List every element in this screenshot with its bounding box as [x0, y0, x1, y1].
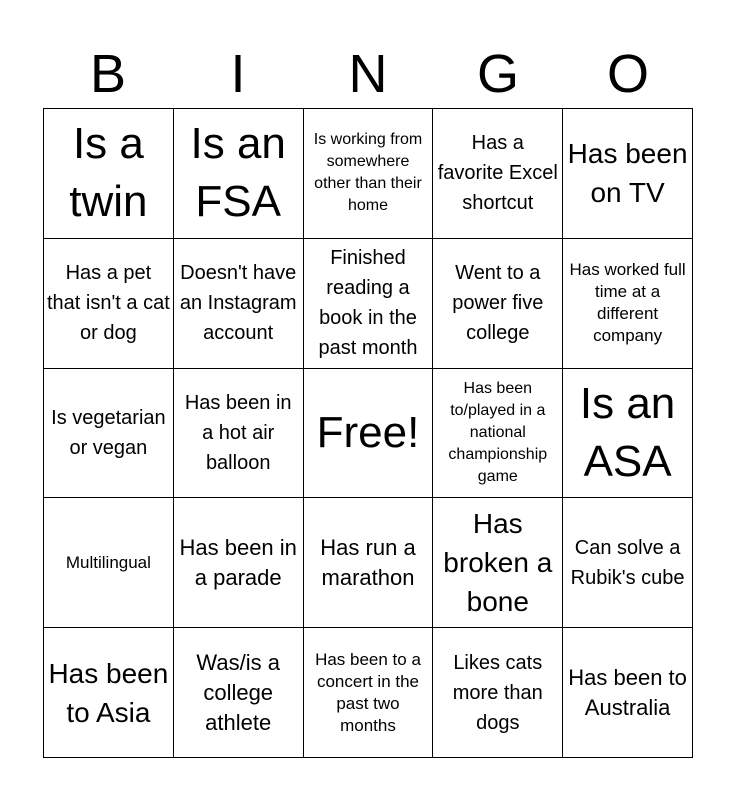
bingo-cell: Has a pet that isn't a cat or dog — [44, 238, 174, 368]
header-letter-o: O — [606, 44, 649, 104]
bingo-cell: Went to a power five college — [433, 238, 563, 368]
bingo-cell: Is a twin — [44, 109, 174, 239]
header-letter-g: G — [476, 44, 519, 104]
header-letter-i: I — [230, 44, 246, 104]
header-letter-b: B — [89, 44, 127, 104]
bingo-cell: Is an FSA — [173, 109, 303, 239]
bingo-cell: Is working from somewhere other than their home — [303, 109, 433, 239]
bingo-cell: Is an ASA — [563, 368, 693, 498]
bingo-grid — [43, 108, 693, 758]
bingo-cell: Has broken a bone — [433, 498, 563, 628]
grid-row — [44, 368, 693, 498]
bingo-cell: Has been in a parade — [173, 498, 303, 628]
grid-row — [44, 628, 693, 758]
bingo-cell: Has been to/played in a national championship game — [433, 368, 563, 498]
bingo-free-cell: Free! — [303, 368, 433, 498]
bingo-cell: Multilingual — [44, 498, 174, 628]
bingo-cell: Finished reading a book in the past month — [303, 238, 433, 368]
bingo-cell: Has been to a concert in the past two months — [303, 628, 433, 758]
bingo-cell: Likes cats more than dogs — [433, 628, 563, 758]
grid-row — [44, 238, 693, 368]
bingo-cell: Has been to Australia — [563, 628, 693, 758]
header-letter-n: N — [348, 44, 388, 104]
grid-row — [44, 498, 693, 628]
bingo-cell: Has been in a hot air balloon — [173, 368, 303, 498]
grid-row — [44, 109, 693, 239]
bingo-cell: Doesn't have an Instagram account — [173, 238, 303, 368]
bingo-header — [43, 40, 693, 108]
bingo-cell: Has worked full time at a different company — [563, 238, 693, 368]
bingo-cell: Has a favorite Excel shortcut — [433, 109, 563, 239]
bingo-cell: Has run a marathon — [303, 498, 433, 628]
bingo-cell: Can solve a Rubik's cube — [563, 498, 693, 628]
bingo-cell: Has been on TV — [563, 109, 693, 239]
bingo-cell: Has been to Asia — [44, 628, 174, 758]
bingo-cell: Was/is a college athlete — [173, 628, 303, 758]
bingo-cell: Is vegetarian or vegan — [44, 368, 174, 498]
